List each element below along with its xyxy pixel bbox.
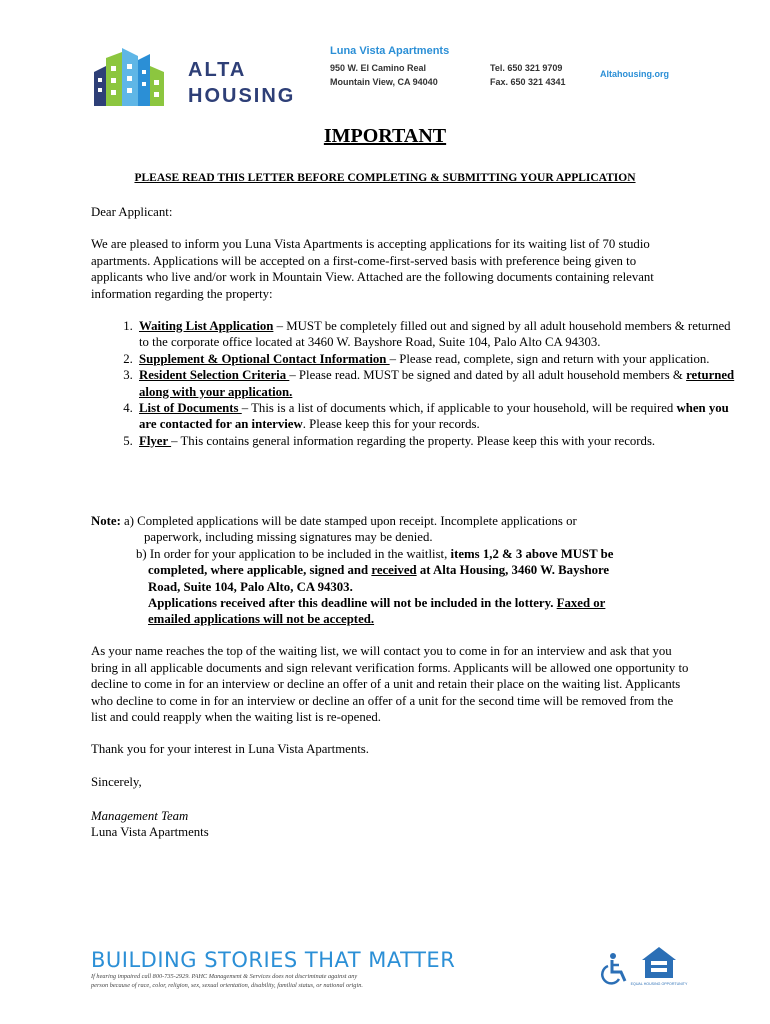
address-line1: 950 W. El Camino Real [330, 63, 427, 73]
footer-disclaimer-line2: person because of race, color, religion, sex, sexual orientation, disability, familial status, or national origin. [91, 982, 363, 989]
equal-housing-icon [630, 946, 688, 992]
signature-role: Management Team [91, 809, 189, 823]
note-section: Note: a) Completed applications will be date stamped upon receipt. Incomplete applications or paperwork, including missing signatures may be denied. b) In order for your application to be included in the waitlist, items 1,2 & 3 above MUST be completed, where applicable, signed and received at Alta Housing, 3460 W. Bayshore Road, Suite 104, Palo Alto, CA 94303. Applications received after this deadline will not be included in the lottery. Faxed or emailed applications will not be accepted. [91, 514, 614, 627]
property-name: Luna Vista Apartments [330, 45, 450, 57]
telephone: Tel. 650 321 9709 [490, 63, 563, 73]
signature-org: Luna Vista Apartments [91, 825, 209, 839]
note-label: Note: [91, 514, 121, 528]
closing: Sincerely, [91, 775, 142, 789]
list-item: 3. Resident Selection Criteria – Please read. MUST be signed and dated by all adult household members & returned along with your application. [136, 367, 736, 400]
wheelchair-icon [596, 952, 630, 986]
website-link[interactable]: Altahousing.org [600, 69, 669, 79]
alta-housing-logo [92, 44, 302, 108]
list-item: 5. Flyer – This contains general information regarding the property. Please keep this with your records. [136, 433, 736, 449]
page-title: IMPORTANT [323, 125, 447, 147]
eho-label: EQUAL HOUSING OPPORTUNITY [630, 982, 688, 986]
thanks-line: Thank you for your interest in Luna Vista Apartments. [91, 742, 369, 756]
salutation: Dear Applicant: [91, 205, 173, 219]
logo-line2: HOUSING [188, 85, 296, 107]
intro-paragraph: We are pleased to inform you Luna Vista Apartments is accepting applications for its waiting list of 70 studio apartments. Applications will be accepted on a first-come-first-served basis with preference being given to applicants who live and/or work in Mountain View. Attached are the following documents containing relevant information regarding the property: [91, 237, 654, 301]
footer-slogan: BUILDING STORIES THAT MATTER [91, 948, 456, 972]
page-subtitle: PLEASE READ THIS LETTER BEFORE COMPLETING & SUBMITTING YOUR APPLICATION [134, 172, 636, 184]
fax: Fax. 650 321 4341 [490, 77, 566, 87]
footer-disclaimer-line1: If hearing impaired call 800-735-2929. PAHC Management & Services does not discriminate against any [91, 973, 358, 980]
documents-list [91, 318, 736, 449]
list-item: 1. Waiting List Application – MUST be completely filled out and signed by all adult household members & returned to the corporate office located at 3460 W. Bayshore Road, Suite 104, Palo Alto CA 94303. [136, 318, 736, 351]
list-item: 2. Supplement & Optional Contact Information – Please read, complete, sign and return with your application. [136, 351, 736, 367]
address-line2: Mountain View, CA 94040 [330, 77, 438, 87]
list-item: 4. List of Documents – This is a list of documents which, if applicable to your household, will be required when you are contacted for an interview. Please keep this for your records. [136, 400, 736, 433]
interview-paragraph: As your name reaches the top of the waiting list, we will contact you to come in for an interview and ask that you bring in all applicable documents and sign relevant verification forms. Applicants will be allowed one opportunity to decline to come in for an interview or decline an offer of a unit and retain their place on the waiting list. Applicants who decline to come in for an interview or decline an offer of a unit for the second time will be removed from the list and could reapply when the waiting list is re-opened. [91, 644, 689, 724]
logo-line1: ALTA [188, 59, 247, 81]
